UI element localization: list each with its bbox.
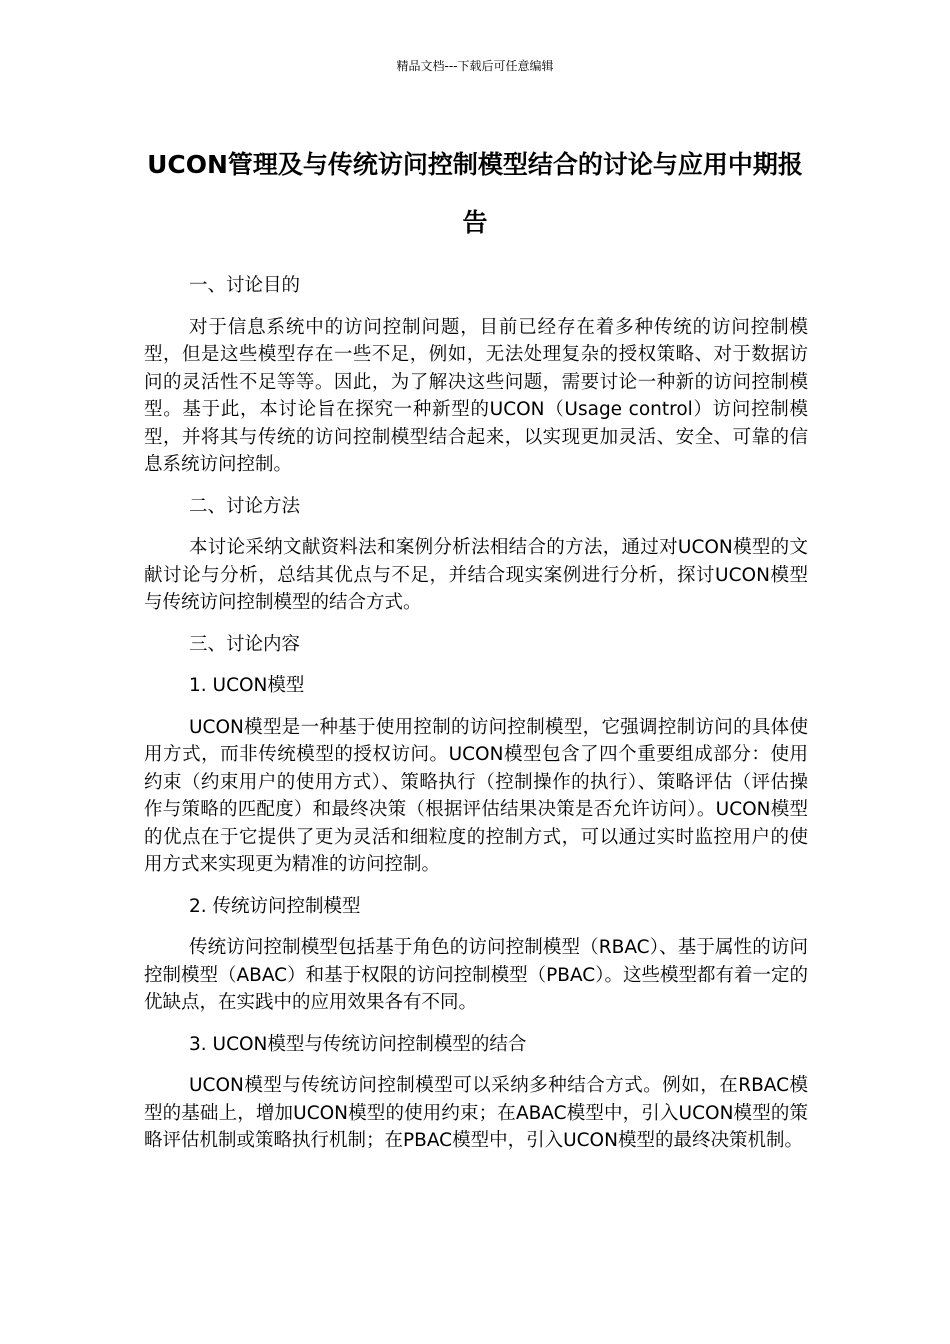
document-body	[144, 272, 808, 1169]
paragraph-method: 本讨论采纳文献资料法和案例分析法相结合的方法，通过对UCON模型的文献讨论与分析，总结其优点与不足，并结合现实案例进行分析，探讨UCON模型与传统访问控制模型的结合方式。	[144, 537, 808, 613]
section-heading-method: 二、讨论方法	[189, 495, 301, 517]
section-heading-content: 三、讨论内容	[189, 633, 301, 655]
section-heading-purpose: 一、讨论目的	[189, 275, 301, 296]
paragraph-purpose: 对于信息系统中的访问控制问题，目前已经存在着多种传统的访问控制模型，但是这些模型存在一些不足，例如，无法处理复杂的授权策略、对于数据访问的灵活性不足等等。因此，为了解决这些问题，需要讨论一种新的访问控制模型。基于此，本讨论旨在探究一种新型的UCON（Usage control）访问控制模型，并将其与传统的访问控制模型结合起来，以实现更加灵活、安全、可靠的信息系统访问控制。	[144, 316, 808, 475]
paragraph-ucon: UCON模型是一种基于使用控制的访问控制模型，它强调控制访问的具体使用方式，而非传统模型的授权访问。UCON模型包含了四个重要组成部分：使用约束（约束用户的使用方式）、策略执行（控制操作的执行）、策略评估（评估操作与策略的匹配度）和最终决策（根据评估结果决策是否允许访问）。UCON模型的优点在于它提供了更为灵活和细粒度的控制方式，可以通过实时监控用户的使用方式来实现更为精准的访问控制。	[144, 716, 808, 875]
document-title: UCON管理及与传统访问控制模型结合的讨论与应用中期报告	[147, 150, 803, 237]
paragraph-combination: UCON模型与传统访问控制模型可以采纳多种结合方式。例如，在RBAC模型的基础上，增加UCON模型的使用约束；在ABAC模型中，引入UCON模型的策略评估机制或策略执行机制；在PBAC模型中，引入UCON模型的最终决策机制。	[144, 1075, 808, 1151]
subsection-heading-traditional: 2. 传统访问控制模型	[189, 895, 361, 917]
header-note: 精品文档---下载后可任意编辑	[396, 59, 554, 73]
subsection-heading-combination: 3. UCON模型与传统访问控制模型的结合	[189, 1033, 527, 1055]
paragraph-traditional: 传统访问控制模型包括基于角色的访问控制模型（RBAC）、基于属性的访问控制模型（ABAC）和基于权限的访问控制模型（PBAC）。这些模型都有着一定的优缺点，在实践中的应用效果各有不同。	[144, 937, 808, 1013]
subsection-heading-ucon: 1. UCON模型	[189, 675, 305, 696]
